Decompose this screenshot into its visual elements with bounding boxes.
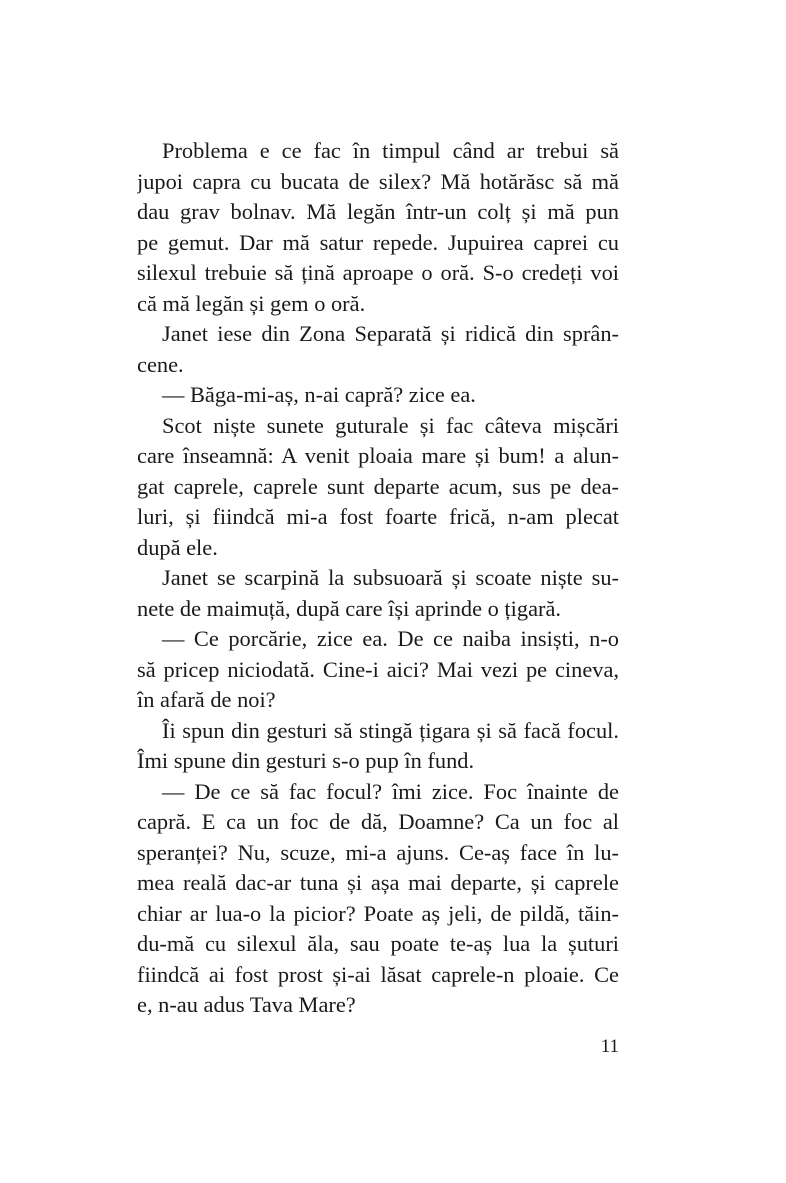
text-line: Janet se scarpină la subsuoară și scoate niște su- bbox=[162, 565, 619, 590]
paragraph bbox=[137, 319, 619, 380]
text-line: Scot niște sunete guturale și fac câteva mișcări bbox=[162, 412, 619, 438]
paragraph bbox=[137, 411, 619, 564]
text-line: după ele. bbox=[137, 534, 218, 560]
text-line: pe gemut. Dar mă satur repede. Jupuirea caprei cu bbox=[137, 229, 619, 255]
text-line: — Ce porcărie, zice ea. De ce naiba insiști, n-o bbox=[162, 626, 619, 651]
text-line: jupoi capra cu bucata de silex? Mă hotărăsc să mă bbox=[137, 168, 619, 194]
text-line: mea reală dac-ar tuna și așa mai departe, și caprele bbox=[137, 870, 619, 895]
paragraph bbox=[137, 380, 619, 411]
text-line: să pricep niciodată. Cine-i aici? Mai vezi pe cineva, bbox=[137, 656, 619, 682]
text-line: dau grav bolnav. Mă legăn într-un colț și mă pun bbox=[137, 199, 619, 224]
text-line: Janet iese din Zona Separată și ridică din sprân- bbox=[162, 321, 619, 346]
text-line: că mă legăn și gem o oră. bbox=[137, 290, 366, 316]
text-line: Îmi spune din gesturi s-o pup în fund. bbox=[137, 748, 475, 773]
text-line: speranței? Nu, scuze, mi-a ajuns. Ce-aș face în lu- bbox=[137, 839, 619, 865]
text-line: capră. E ca un foc de dă, Doamne? Ca un foc al bbox=[137, 809, 619, 834]
text-line: — De ce să fac focul? îmi zice. Foc înainte de bbox=[162, 778, 619, 804]
text-line: silexul trebuie să țină aproape o oră. S-o credeți voi bbox=[137, 260, 619, 285]
text-line: gat caprele, caprele sunt departe acum, sus pe dea- bbox=[137, 473, 619, 499]
text-line: Problema e ce fac în timpul când ar trebui să bbox=[162, 138, 619, 163]
text-line: cene. bbox=[137, 351, 184, 377]
text-line: în afară de noi? bbox=[137, 687, 276, 712]
paragraph bbox=[137, 624, 619, 716]
paragraph bbox=[137, 136, 619, 319]
text-line: fiindcă ai fost prost și-ai lăsat caprele-n ploaie. Ce bbox=[137, 961, 619, 987]
text-line: e, n-au adus Tava Mare? bbox=[137, 992, 356, 1017]
text-line: chiar ar lua-o la picior? Poate aș jeli, de pildă, tăin- bbox=[137, 900, 619, 926]
text-line: du-mă cu silexul ăla, sau poate te-aș lua la șuturi bbox=[137, 931, 619, 956]
text-line: nete de maimuță, după care își aprinde o țigară. bbox=[137, 595, 562, 621]
paragraph bbox=[137, 563, 619, 624]
paragraph bbox=[137, 777, 619, 1021]
page-body bbox=[137, 136, 619, 1021]
page-number: 11 bbox=[600, 1036, 619, 1057]
text-line: Îi spun din gesturi să stingă țigara și să facă focul. bbox=[162, 717, 619, 743]
text-line: luri, și fiindcă mi-a fost foarte frică, n-am plecat bbox=[137, 504, 619, 529]
text-line: — Băga-mi-aș, n-ai capră? zice ea. bbox=[162, 382, 476, 407]
paragraph bbox=[137, 716, 619, 777]
text-line: care înseamnă: A venit ploaia mare și bum! a alun- bbox=[137, 443, 619, 468]
